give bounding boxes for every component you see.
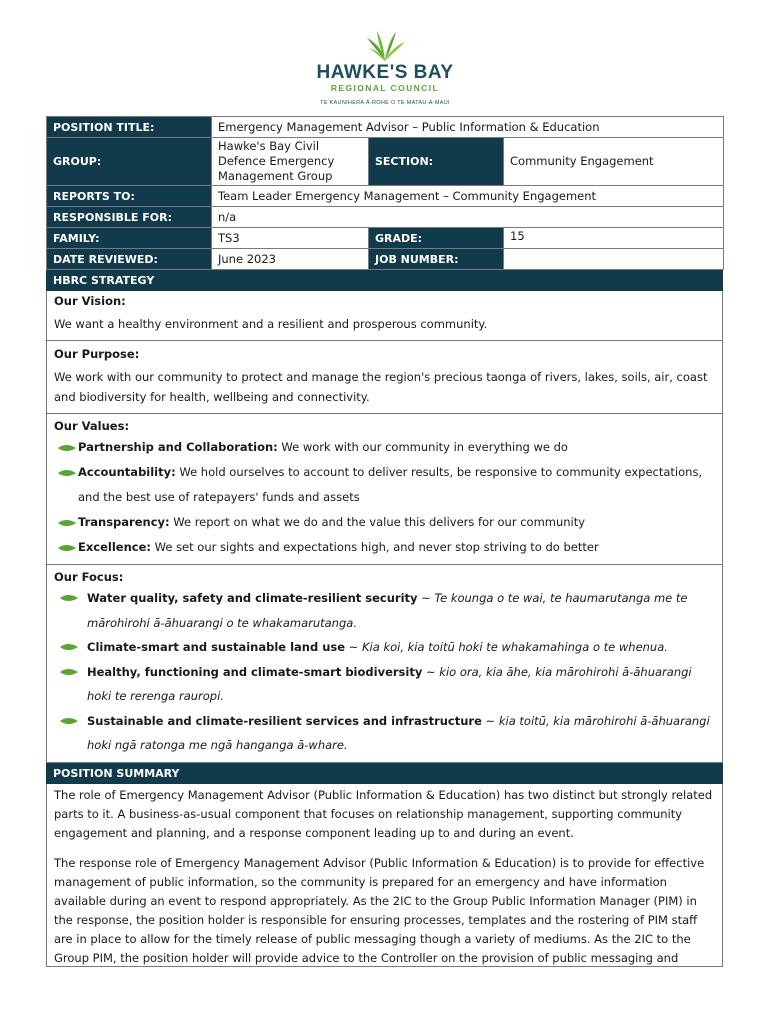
focus-item [54, 635, 715, 660]
value-item [54, 435, 715, 460]
value-item [54, 510, 715, 535]
grade-value: 15 [504, 228, 724, 249]
values-title: Our Values: [54, 419, 130, 433]
focus-maori-text: kia toitū, kia mārohirohi ā-āhuarangi hoki ngā ratonga me ngā hanganga ā-whare. [87, 713, 710, 752]
reports-to-value: Team Leader Emergency Management – Community Engagement [212, 186, 724, 207]
summary-section [46, 784, 723, 967]
leaf-bullet-icon [58, 519, 76, 527]
logo-maori-name: TE KAUNIHERA Ā-ROHE O TE MATAU-A-MAUI [320, 100, 450, 106]
summary-paragraph: The role of Emergency Management Advisor (Public Information & Education) has two distinct but strongly related parts to it. A business-as-usual component that focuses on relationship management, supporting community engagement and planning, and a response component leading up to and during an event. [54, 787, 713, 840]
focus-item [54, 660, 715, 709]
focus-title-text: Healthy, functioning and climate-smart biodiversity [87, 664, 423, 679]
leaf-bullet-icon [60, 668, 78, 676]
family-row [47, 228, 724, 249]
section-label: SECTION: [369, 138, 504, 186]
value-text: We work with our community in everything we do [277, 440, 568, 454]
position-title-value: Emergency Management Advisor – Public Information & Education [212, 117, 724, 138]
focus-section [46, 565, 723, 763]
strategy-heading: HBRC STRATEGY [46, 270, 723, 291]
leaf-bullet-icon [58, 469, 76, 477]
value-title: Transparency: [78, 515, 170, 529]
focus-title: Our Focus: [54, 570, 124, 584]
focus-separator: ~ [422, 664, 440, 679]
focus-item [54, 709, 715, 758]
logo-subtitle: REGIONAL COUNCIL [330, 83, 440, 93]
position-info-table [46, 116, 724, 270]
hbrc-logo [300, 30, 470, 112]
responsible-for-row [47, 207, 724, 228]
leaf-bullet-icon [58, 444, 76, 452]
job-number-label: JOB NUMBER: [369, 249, 504, 270]
value-text: We set our sights and expectations high, and never stop striving to do better [150, 540, 599, 554]
reports-to-row [47, 186, 724, 207]
value-item [54, 535, 715, 560]
group-value: Hawke's Bay Civil Defence Emergency Management Group [212, 138, 369, 186]
purpose-section [46, 341, 723, 414]
group-row [47, 138, 724, 186]
focus-title-text: Water quality, safety and climate-resilient security [87, 591, 418, 605]
focus-maori-text: Kia koi, kia toitū hoki te whakamahinga o te whenua. [362, 640, 668, 654]
grade-label: GRADE: [369, 228, 504, 249]
values-section [46, 414, 723, 565]
responsible-for-value: n/a [212, 207, 724, 228]
vision-text: We want a healthy environment and a resilient and prosperous community. [54, 317, 488, 331]
position-description [46, 116, 723, 967]
reports-to-label: REPORTS TO: [47, 186, 212, 207]
fern-leaf-icon [363, 30, 407, 62]
vision-title: Our Vision: [54, 294, 126, 308]
job-number-value [504, 249, 724, 270]
section-value: Community Engagement [504, 138, 724, 186]
logo-name: HAWKE'S BAY [316, 62, 454, 83]
focus-separator: ~ [345, 640, 362, 654]
value-text: We report on what we do and the value this delivers for our community [169, 515, 586, 529]
value-title: Accountability: [78, 465, 176, 479]
vision-section [46, 291, 723, 341]
focus-maori-text: kio ora, kia āhe, kia mārohirohi ā-āhuarangi hoki te rerenga rauropi. [87, 664, 692, 703]
date-reviewed-row [47, 249, 724, 270]
position-title-row [47, 117, 724, 138]
value-title: Partnership and Collaboration: [78, 440, 278, 454]
focus-title-text: Climate-smart and sustainable land use [87, 640, 346, 654]
summary-paragraph: The response role of Emergency Management Advisor (Public Information & Education) is to provide for effective management of public information, so the community is prepared for an emergency and have information available during an event to respond appropriately. As the 2IC to the Group Public Information Manager (PIM) in the response, the position holder is responsible for ensuring processes, templates and the rostering of PIM staff are in place to allow for the timely release of public messaging though a variety of mediums. As the 2IC to the Group PIM, the position holder will provide advice to the Controller on the provision of public messaging and [54, 855, 705, 965]
leaf-bullet-icon [60, 594, 78, 602]
leaf-bullet-icon [58, 544, 76, 552]
value-item [54, 460, 715, 510]
responsible-for-label: RESPONSIBLE FOR: [47, 207, 212, 228]
value-title: Excellence: [78, 540, 151, 554]
leaf-bullet-icon [60, 643, 78, 651]
group-label: GROUP: [47, 138, 212, 186]
position-title-label: POSITION TITLE: [47, 117, 212, 138]
date-reviewed-label: DATE REVIEWED: [47, 249, 212, 270]
focus-title-text: Sustainable and climate-resilient services and infrastructure [87, 713, 482, 728]
summary-heading: POSITION SUMMARY [46, 763, 723, 784]
date-reviewed-value: June 2023 [212, 249, 369, 270]
family-value: TS3 [212, 228, 369, 249]
focus-maori-text: Te kounga o te wai, te haumarutanga me te mārohirohi ā-āhuarangi o te whakamarutanga. [87, 591, 688, 630]
focus-item [54, 586, 715, 635]
family-label: FAMILY: [47, 228, 212, 249]
value-text: We hold ourselves to account to deliver results, be responsive to community expectations, and the best use of ratepayers' funds and assets [78, 465, 703, 504]
purpose-text: We work with our community to protect and manage the region's precious taonga of rivers, lakes, soils, air, coast and biodiversity for health, wellbeing and connectivity. [54, 370, 708, 404]
focus-separator: ~ [481, 713, 499, 728]
purpose-title: Our Purpose: [54, 347, 140, 361]
leaf-bullet-icon [60, 717, 78, 725]
focus-separator: ~ [417, 591, 435, 605]
